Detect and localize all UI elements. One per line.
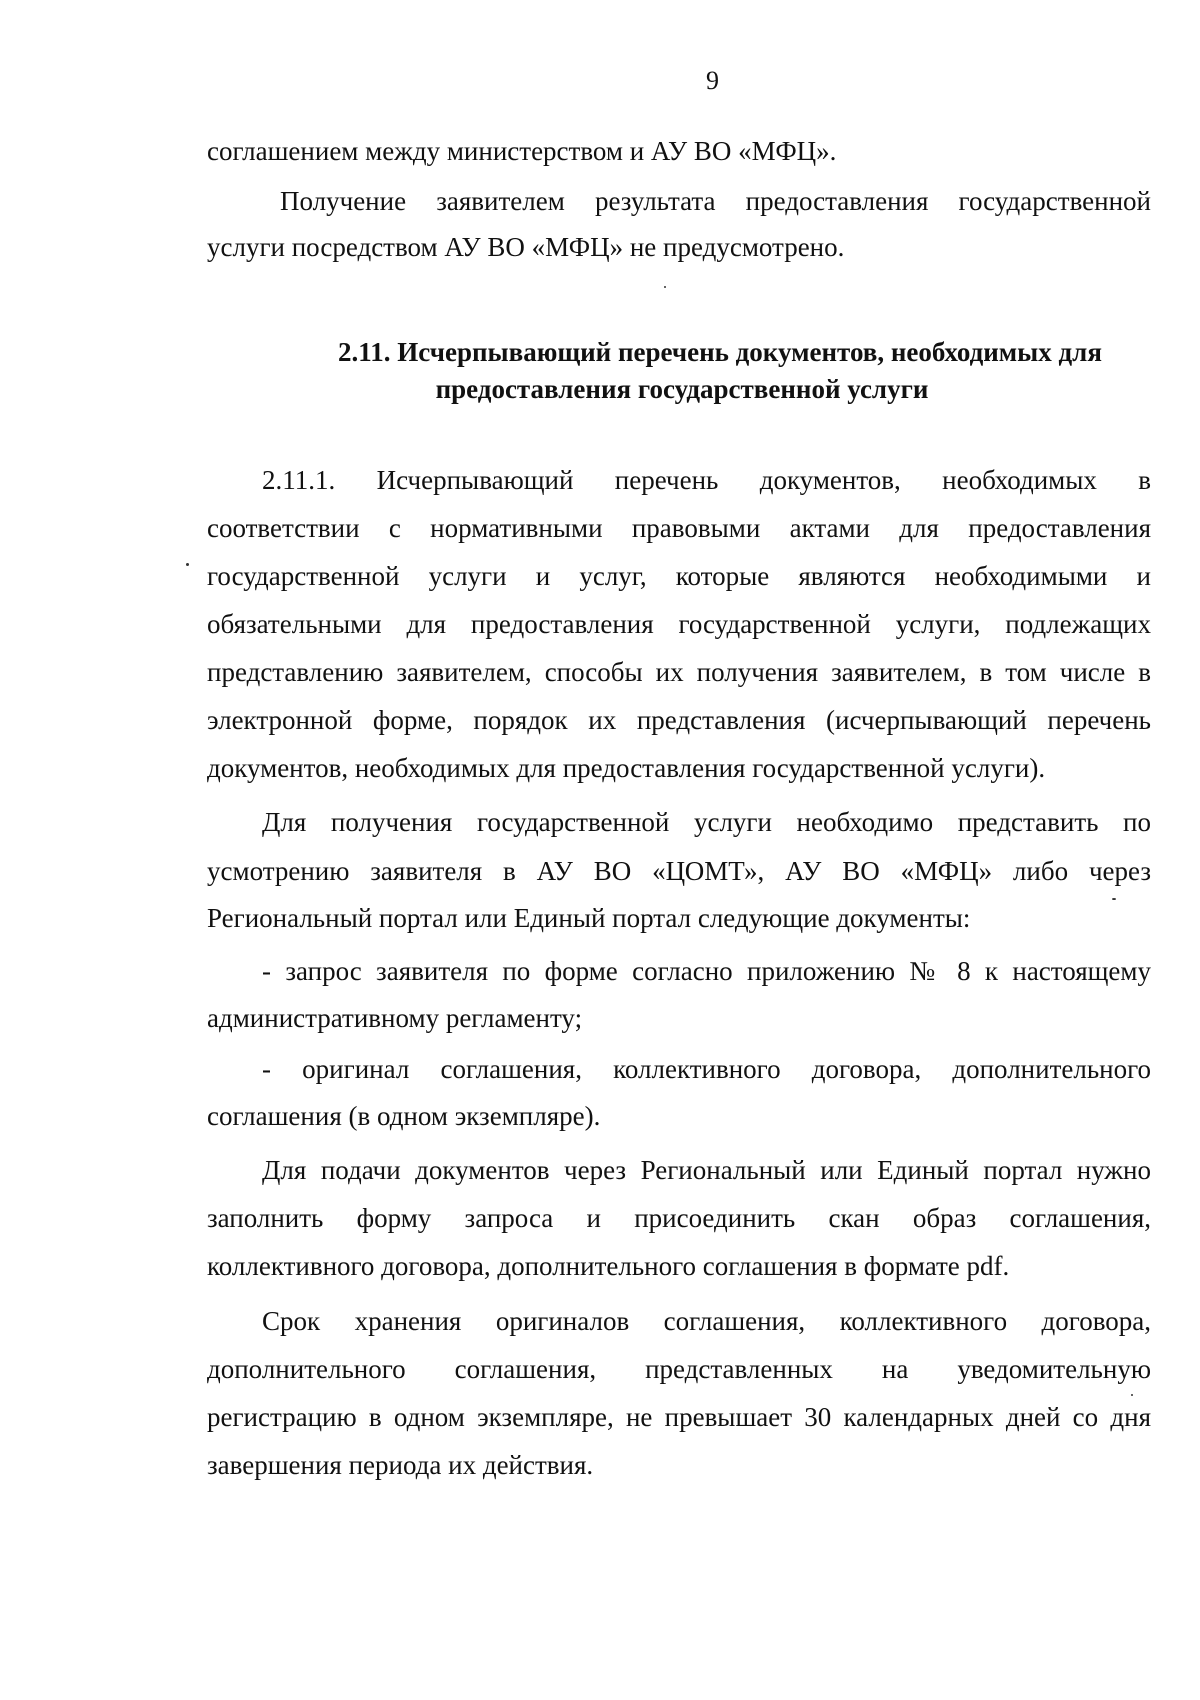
text-line: Региональный портал или Единый портал следующие документы: bbox=[207, 903, 971, 933]
text-line: Получение заявителем результата предоставления государственной bbox=[280, 186, 1151, 216]
text-line: Для подачи документов через Региональный или Единый портал нужно bbox=[262, 1155, 1151, 1185]
text-line: представлению заявителем, способы их получения заявителем, в том числе в bbox=[207, 657, 1151, 687]
text-line: соглашения (в одном экземпляре). bbox=[207, 1101, 601, 1131]
text-line: усмотрению заявителя в АУ ВО «ЦОМТ», АУ ВО «МФЦ» либо через bbox=[207, 856, 1151, 886]
text-line: регистрацию в одном экземпляре, не превышает 30 календарных дней со дня bbox=[207, 1402, 1151, 1432]
text-line: Для получения государственной услуги необходимо представить по bbox=[262, 807, 1151, 837]
text-line: административному регламенту; bbox=[207, 1003, 583, 1033]
text-line: документов, необходимых для предоставления государственной услуги). bbox=[207, 753, 1046, 783]
text-line: - запрос заявителя по форме согласно приложению № 8 к настоящему bbox=[262, 956, 1151, 986]
text-line: коллективного договора, дополнительного соглашения в формате pdf. bbox=[207, 1251, 1010, 1281]
text-line: услуги посредством АУ ВО «МФЦ» не предусмотрено. bbox=[207, 232, 845, 262]
scan-speck bbox=[186, 563, 189, 566]
text-line: дополнительного соглашения, представленных на уведомительную bbox=[207, 1354, 1151, 1384]
text-line: электронной форме, порядок их представления (исчерпывающий перечень bbox=[207, 705, 1151, 735]
text-line: завершения периода их действия. bbox=[207, 1450, 594, 1480]
text-line: Срок хранения оригиналов соглашения, коллективного договора, bbox=[262, 1306, 1151, 1336]
text-line: заполнить форму запроса и присоединить скан образ соглашения, bbox=[207, 1203, 1151, 1233]
text-line: соглашением между министерством и АУ ВО «МФЦ». bbox=[207, 136, 837, 166]
text-line: - оригинал соглашения, коллективного договора, дополнительного bbox=[262, 1054, 1151, 1084]
text-line: 2.11.1. Исчерпывающий перечень документов, необходимых в bbox=[262, 465, 1151, 495]
scan-speck bbox=[664, 286, 666, 288]
text-line: соответствии с нормативными правовыми актами для предоставления bbox=[207, 513, 1151, 543]
text-line: обязательными для предоставления государственной услуги, подлежащих bbox=[207, 609, 1151, 639]
scan-speck bbox=[1131, 1394, 1133, 1396]
scan-speck bbox=[1112, 898, 1116, 900]
page-number: 9 bbox=[706, 66, 719, 95]
section-heading: 2.11. Исчерпывающий перечень документов, необходимых для bbox=[338, 337, 1102, 367]
text-line: государственной услуги и услуг, которые являются необходимыми и bbox=[207, 561, 1151, 591]
section-heading: предоставления государственной услуги bbox=[435, 374, 929, 404]
